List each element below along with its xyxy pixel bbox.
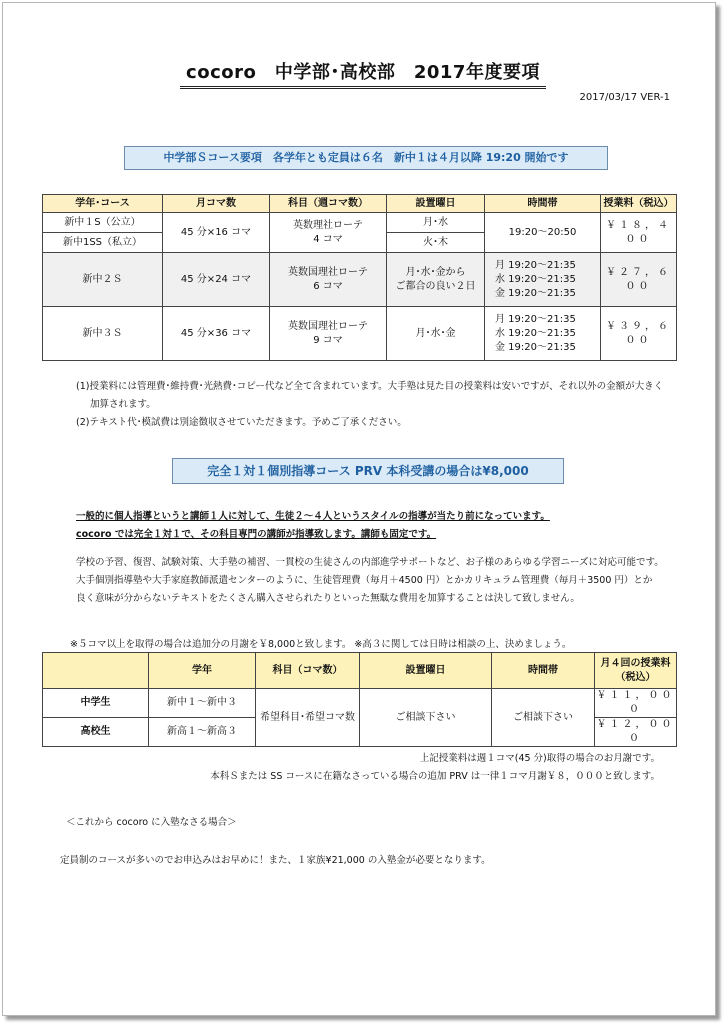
time-cell: 月 19:20～21:35 水 19:20～21:35 金 19:20～21:35 (485, 307, 601, 361)
fee-cell: ￥１１，０００ (595, 689, 677, 718)
table-row (43, 213, 677, 233)
enroll-text: 定員制のコースが多いのでお申込みはお早めに！また、１家族¥21,000 の入塾金が必要となります。 (60, 855, 491, 866)
grade-cell: 新中１S（公立） (43, 213, 163, 233)
koma-cell: 45 分×24 コマ (163, 253, 270, 307)
prv-banner: 完全１対１個別指導コース PRV 本科受講の場合は¥8,000 (172, 458, 564, 484)
s-course-notes: (1)授業料には管理費･維持費･光熱費･コピー代など全て含まれています。大手塾は見た目の授業料は安いですが、それ以外の金額が大きく 加算されます。 (2)テキスト代･模試費は別途徴収させていただきます。予めご了承ください。 (76, 381, 664, 428)
s-course-banner: 中学部Ｓコース要項 各学年とも定員は６名 新中１は４月以降 19:20 開始です (124, 146, 608, 170)
grade-cell: 新中１～新中３ (149, 689, 256, 718)
prv-footnotes: 上記授業料は週１コマ(45 分)取得の場合のお月謝です。 本科Ｓまたは SS コースに在籍なさっている場合の追加 PRV は一律１コマ月謝￥８，０００と致します。 (210, 753, 660, 782)
version-label: 2017/03/17 VER-1 (579, 92, 670, 103)
prv-table (42, 652, 677, 747)
subject-cell: 英数理社ローテ 4 コマ (270, 213, 387, 253)
day-cell: 月･水･金 (387, 307, 485, 361)
level-cell: 高校生 (43, 718, 149, 747)
col-header-grade: 学年 (149, 653, 256, 689)
prv-table-note: ※５コマ以上を取得の場合は追加分の月謝を￥8,000と致します。 ※高３に関しては日時は相談の上、決めましょう。 (70, 639, 572, 650)
col-header-day: 設置曜日 (387, 195, 485, 213)
level-cell: 中学生 (43, 689, 149, 718)
table-row (43, 689, 677, 718)
koma-cell: 45 分×36 コマ (163, 307, 270, 361)
subject-cell: 希望科目･希望コマ数 (256, 689, 360, 747)
fee-cell: ￥１２，０００ (595, 718, 677, 747)
col-header-time: 時間帯 (485, 195, 601, 213)
time-cell: 月 19:20～21:35 水 19:20～21:35 金 19:20～21:35 (485, 253, 601, 307)
koma-cell: 45 分×16 コマ (163, 213, 270, 253)
day-cell: ご相談下さい (360, 689, 492, 747)
time-cell: ご相談下さい (492, 689, 595, 747)
day-cell: 火･木 (387, 233, 485, 253)
page-title: cocoro 中学部･高校部 2017年度要項 (0, 58, 726, 89)
grade-cell: 新高１～新高３ (149, 718, 256, 747)
grade-cell: 新中２Ｓ (43, 253, 163, 307)
fee-cell: ￥３９，６００ (601, 307, 677, 361)
subject-cell: 英数国理社ローテ 6 コマ (270, 253, 387, 307)
day-cell: 月･水･金から ご都合の良い２日 (387, 253, 485, 307)
day-cell: 月･水 (387, 213, 485, 233)
enroll-heading: ＜これから cocoro に入塾なさる場合＞ (66, 817, 237, 828)
table-row (43, 253, 677, 307)
col-header-time: 時間帯 (492, 653, 595, 689)
col-header-day: 設置曜日 (360, 653, 492, 689)
time-cell: 19:20～20:50 (485, 213, 601, 253)
col-header-koma: 月コマ数 (163, 195, 270, 213)
grade-cell: 新中３Ｓ (43, 307, 163, 361)
subject-cell: 英数国理社ローテ 9 コマ (270, 307, 387, 361)
col-header-blank (43, 653, 149, 689)
grade-cell: 新中1SS（私立） (43, 233, 163, 253)
col-header-subject: 科目（コマ数） (256, 653, 360, 689)
col-header-fee: 月４回の授業料 （税込） (595, 653, 677, 689)
table-row (43, 307, 677, 361)
fee-cell: ￥１８，４００ (601, 213, 677, 253)
s-course-table (42, 194, 677, 361)
col-header-fee: 授業料（税込） (601, 195, 677, 213)
col-header-grade: 学年･コース (43, 195, 163, 213)
fee-cell: ￥２７，６００ (601, 253, 677, 307)
prv-description: 一般的に個人指導というと講師１人に対して、生徒２～４人というスタイルの指導が当たり前になっています。 cocoro では完全１対１で、その科目専門の講師が指導致します。講師も固定です。 学校の予習、復習、試験対策、大手塾の補習、一貫校の生徒さんの内部進学サポートなど、お子様のあらゆる学習ニーズに対応可能です。 大手個別指導塾や大手家庭教師派遣センターのように、生徒管理費（毎月＋4500 円）とかカリキュラム管理費（毎月＋3500 円）とか 良く意味が分からないテキストをたくさん購入させられたりといった無駄な費用を加算することは決して致しません。 (76, 511, 664, 604)
col-header-subject: 科目（週コマ数） (270, 195, 387, 213)
